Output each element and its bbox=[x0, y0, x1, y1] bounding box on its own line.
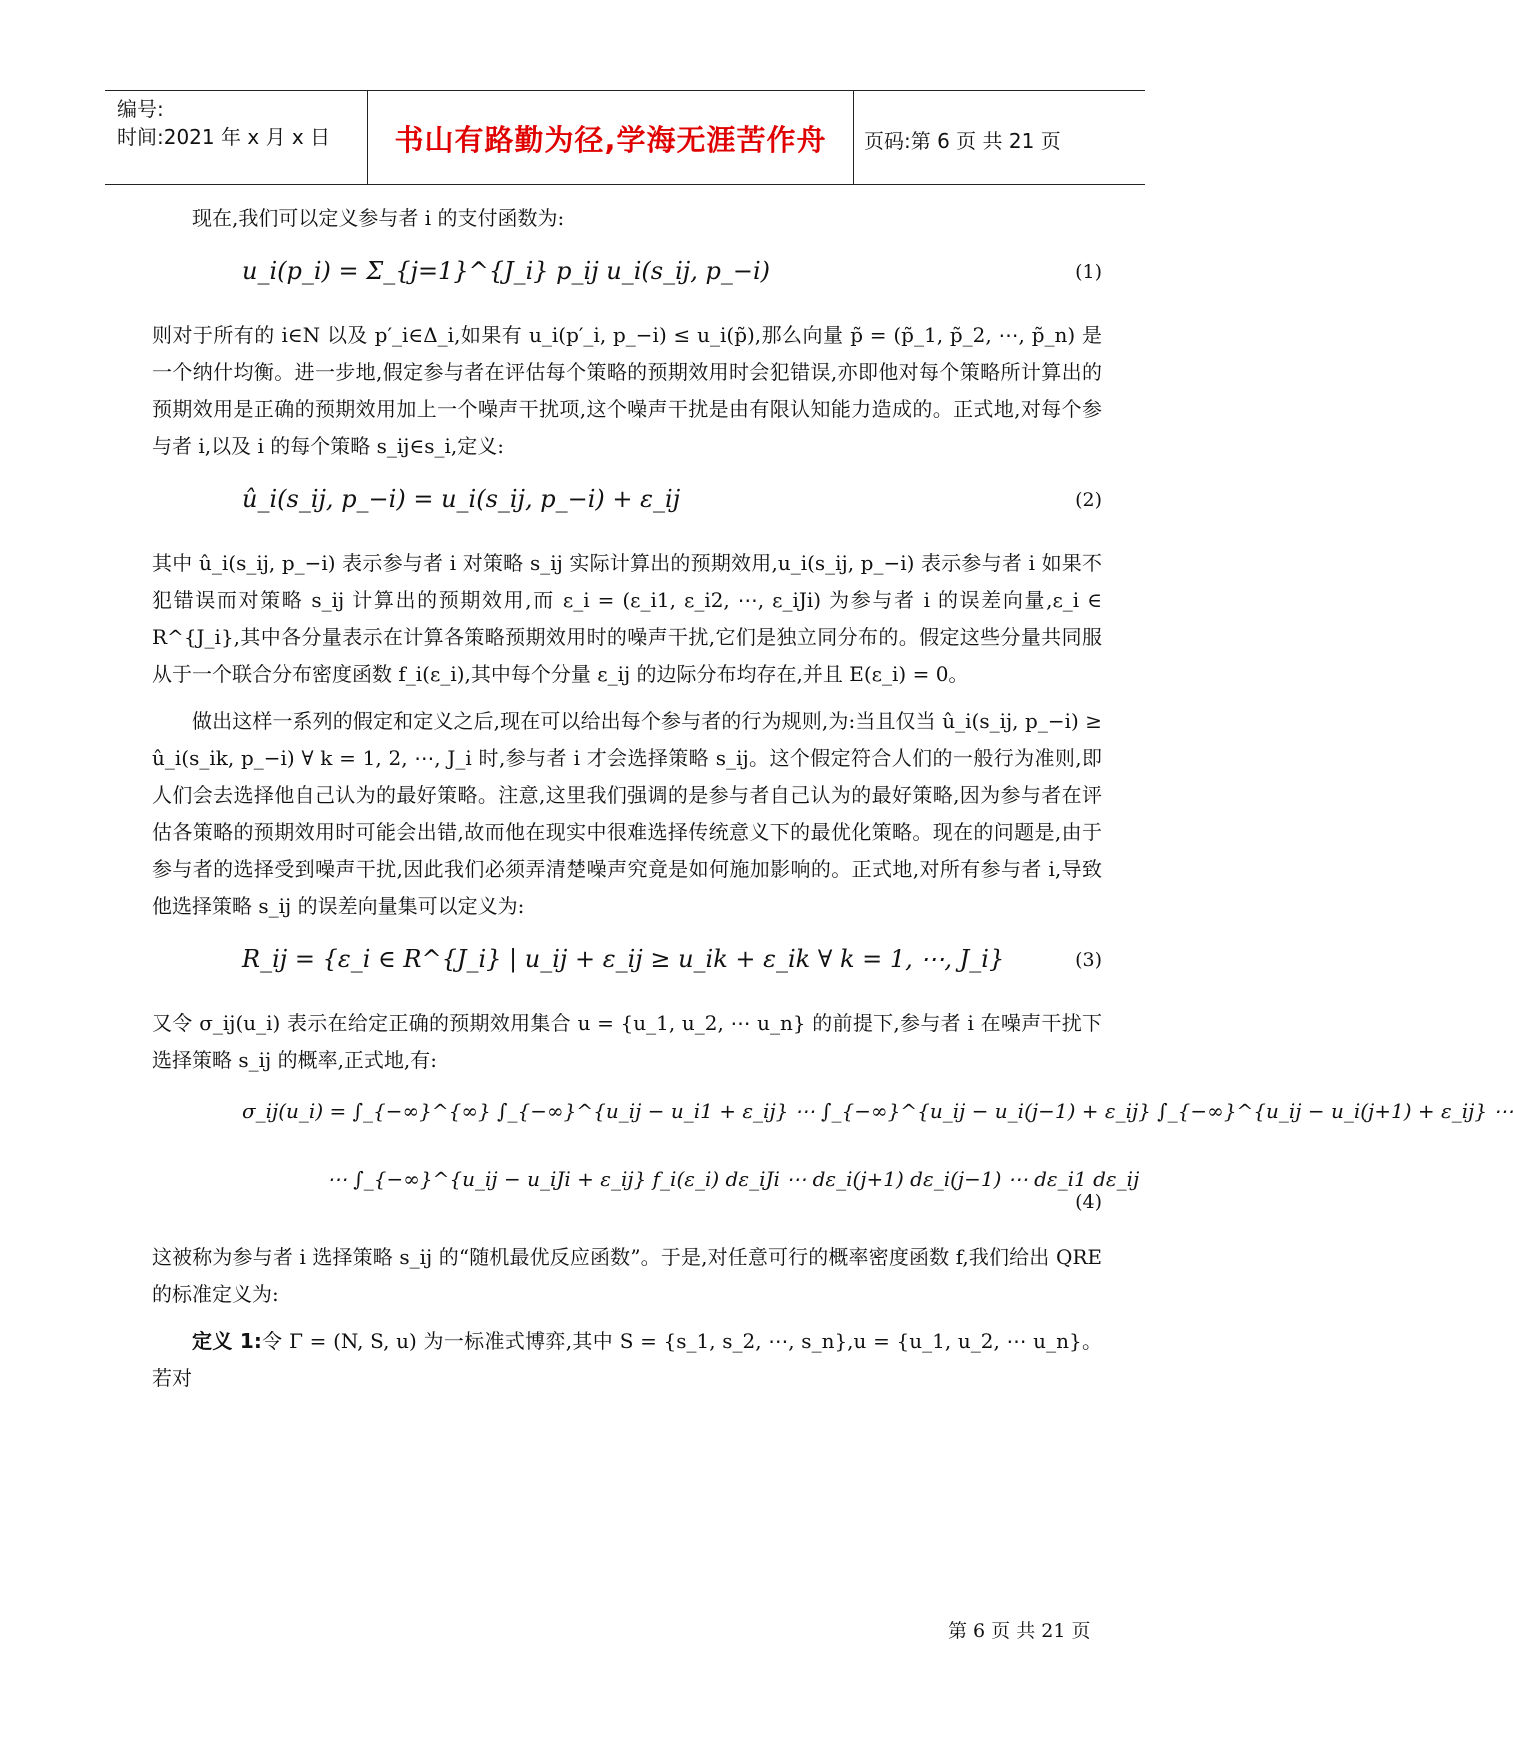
definition-1 bbox=[152, 1323, 1102, 1397]
paragraph-4: 做出这样一系列的假定和定义之后,现在可以给出每个参与者的行为规则,为:当且仅当 û_i(s_ij, p_−i) ≥ û_i(s_ik, p_−i) ∀ k = 1, 2, ⋯, J_i 时,参与者 i 才会选择策略 s_ij。这个假定符合人们的一般行为准则,即人们会去选择他自己认为的最好策略。注意,这里我们强调的是参与者自己认为的最好策略,因为参与者在评估各策略的预期效用时可能会出错,故而他在现实中很难选择传统意义下的最优化策略。现在的问题是,由于参与者的选择受到噪声干扰,因此我们必须弄清楚噪声究竟是如何施加影响的。正式地,对所有参与者 i,导致他选择策略 s_ij 的误差向量集可以定义为: bbox=[152, 709, 1102, 918]
equation-4-line-1: σ_ij(u_i) = ∫_{−∞}^{∞} ∫_{−∞}^{u_ij − u_i1 + ε_ij} ⋯ ∫_{−∞}^{u_ij − u_i(j−1) + ε_ij} ∫_{−∞}^{u_ij − u_i(j+1) + ε_ij} ⋯ bbox=[242, 1099, 1513, 1123]
paragraph-3: 其中 û_i(s_ij, p_−i) 表示参与者 i 对策略 s_ij 实际计算出的预期效用,u_i(s_ij, p_−i) 表示参与者 i 如果不犯错误而对策略 s_ij 计算出的预期效用,而 ε_i = (ε_i1, ε_i2, ⋯, ε_iJi) 为参与者 i 的误差向量,ε_i ∈ R^{J_i},其中各分量表示在计算各策略预期效用时的噪声干扰,它们是独立同分布的。假定这些分量共同服从于一个联合分布密度函数 f_i(ε_i),其中每个分量 ε_ij 的边际分布均存在,并且 E(ε_i) = 0。 bbox=[152, 551, 1102, 686]
paragraph-1: 现在,我们可以定义参与者 i 的支付函数为: bbox=[192, 206, 565, 230]
document-time-label: 时间:2021 年 x 月 x 日 bbox=[117, 125, 331, 149]
paragraph-6: 这被称为参与者 i 选择策略 s_ij 的“随机最优反应函数”。于是,对任意可行的概率密度函数 f,我们给出 QRE 的标准定义为: bbox=[152, 1245, 1102, 1306]
equation-4-number: (4) bbox=[1075, 1191, 1102, 1213]
equation-1-number: (1) bbox=[1075, 261, 1102, 283]
header-motto: 书山有路勤为径,学海无涯苦作舟 bbox=[394, 123, 827, 157]
page-footer: 第 6 页 共 21 页 bbox=[948, 1620, 1091, 1642]
equation-2 bbox=[152, 465, 1102, 545]
definition-1-label: 定义 1: bbox=[192, 1329, 262, 1353]
header-center-cell bbox=[367, 91, 854, 184]
header-left-cell bbox=[105, 91, 367, 184]
definition-1-text: 令 Γ = (N, S, u) 为一标准式博弈,其中 S = {s_1, s_2, ⋯, s_n},u = {u_1, u_2, ⋯ u_n}。若对 bbox=[152, 1329, 1102, 1390]
equation-2-number: (2) bbox=[1075, 489, 1102, 511]
equation-3-number: (3) bbox=[1075, 949, 1102, 971]
header-page-label: 页码:第 6 页 共 21 页 bbox=[864, 129, 1061, 153]
paragraph-2: 则对于所有的 i∈N 以及 p′_i∈Δ_i,如果有 u_i(p′_i, p_−i) ≤ u_i(p̃),那么向量 p̃ = (p̃_1, p̃_2, ⋯, p̃_n) 是一个纳什均衡。进一步地,假定参与者在评估每个策略的预期效用时会犯错误,亦即他对每个策略所计算出的预期效用是正确的预期效用加上一个噪声干扰项,这个噪声干扰是由有限认知能力造成的。正式地,对每个参与者 i,以及 i 的每个策略 s_ij∈s_i,定义: bbox=[152, 323, 1102, 458]
equation-4-line-2: ⋯ ∫_{−∞}^{u_ij − u_iJi + ε_ij} f_i(ε_i) dε_iJi ⋯ dε_i(j+1) dε_i(j−1) ⋯ dε_i1 dε_ij bbox=[327, 1167, 1140, 1191]
equation-4 bbox=[152, 1079, 1513, 1239]
paragraph-5: 又令 σ_ij(u_i) 表示在给定正确的预期效用集合 u = {u_1, u_2, ⋯ u_n} 的前提下,参与者 i 在噪声干扰下选择策略 s_ij 的概率,正式地,有: bbox=[152, 1011, 1102, 1072]
page-header bbox=[105, 90, 1145, 185]
document-number-label: 编号: bbox=[117, 97, 164, 121]
equation-1-formula: u_i(p_i) = Σ_{j=1}^{J_i} p_ij u_i(s_ij, p_−i) bbox=[242, 257, 770, 285]
header-right-cell bbox=[852, 91, 1145, 184]
equation-2-formula: û_i(s_ij, p_−i) = u_i(s_ij, p_−i) + ε_ij bbox=[242, 485, 681, 513]
equation-3 bbox=[152, 925, 1102, 1005]
document-body bbox=[152, 200, 1513, 1397]
equation-1 bbox=[152, 237, 1102, 317]
equation-3-formula: R_ij = {ε_i ∈ R^{J_i} | u_ij + ε_ij ≥ u_ik + ε_ik ∀ k = 1, ⋯, J_i} bbox=[242, 945, 1005, 973]
